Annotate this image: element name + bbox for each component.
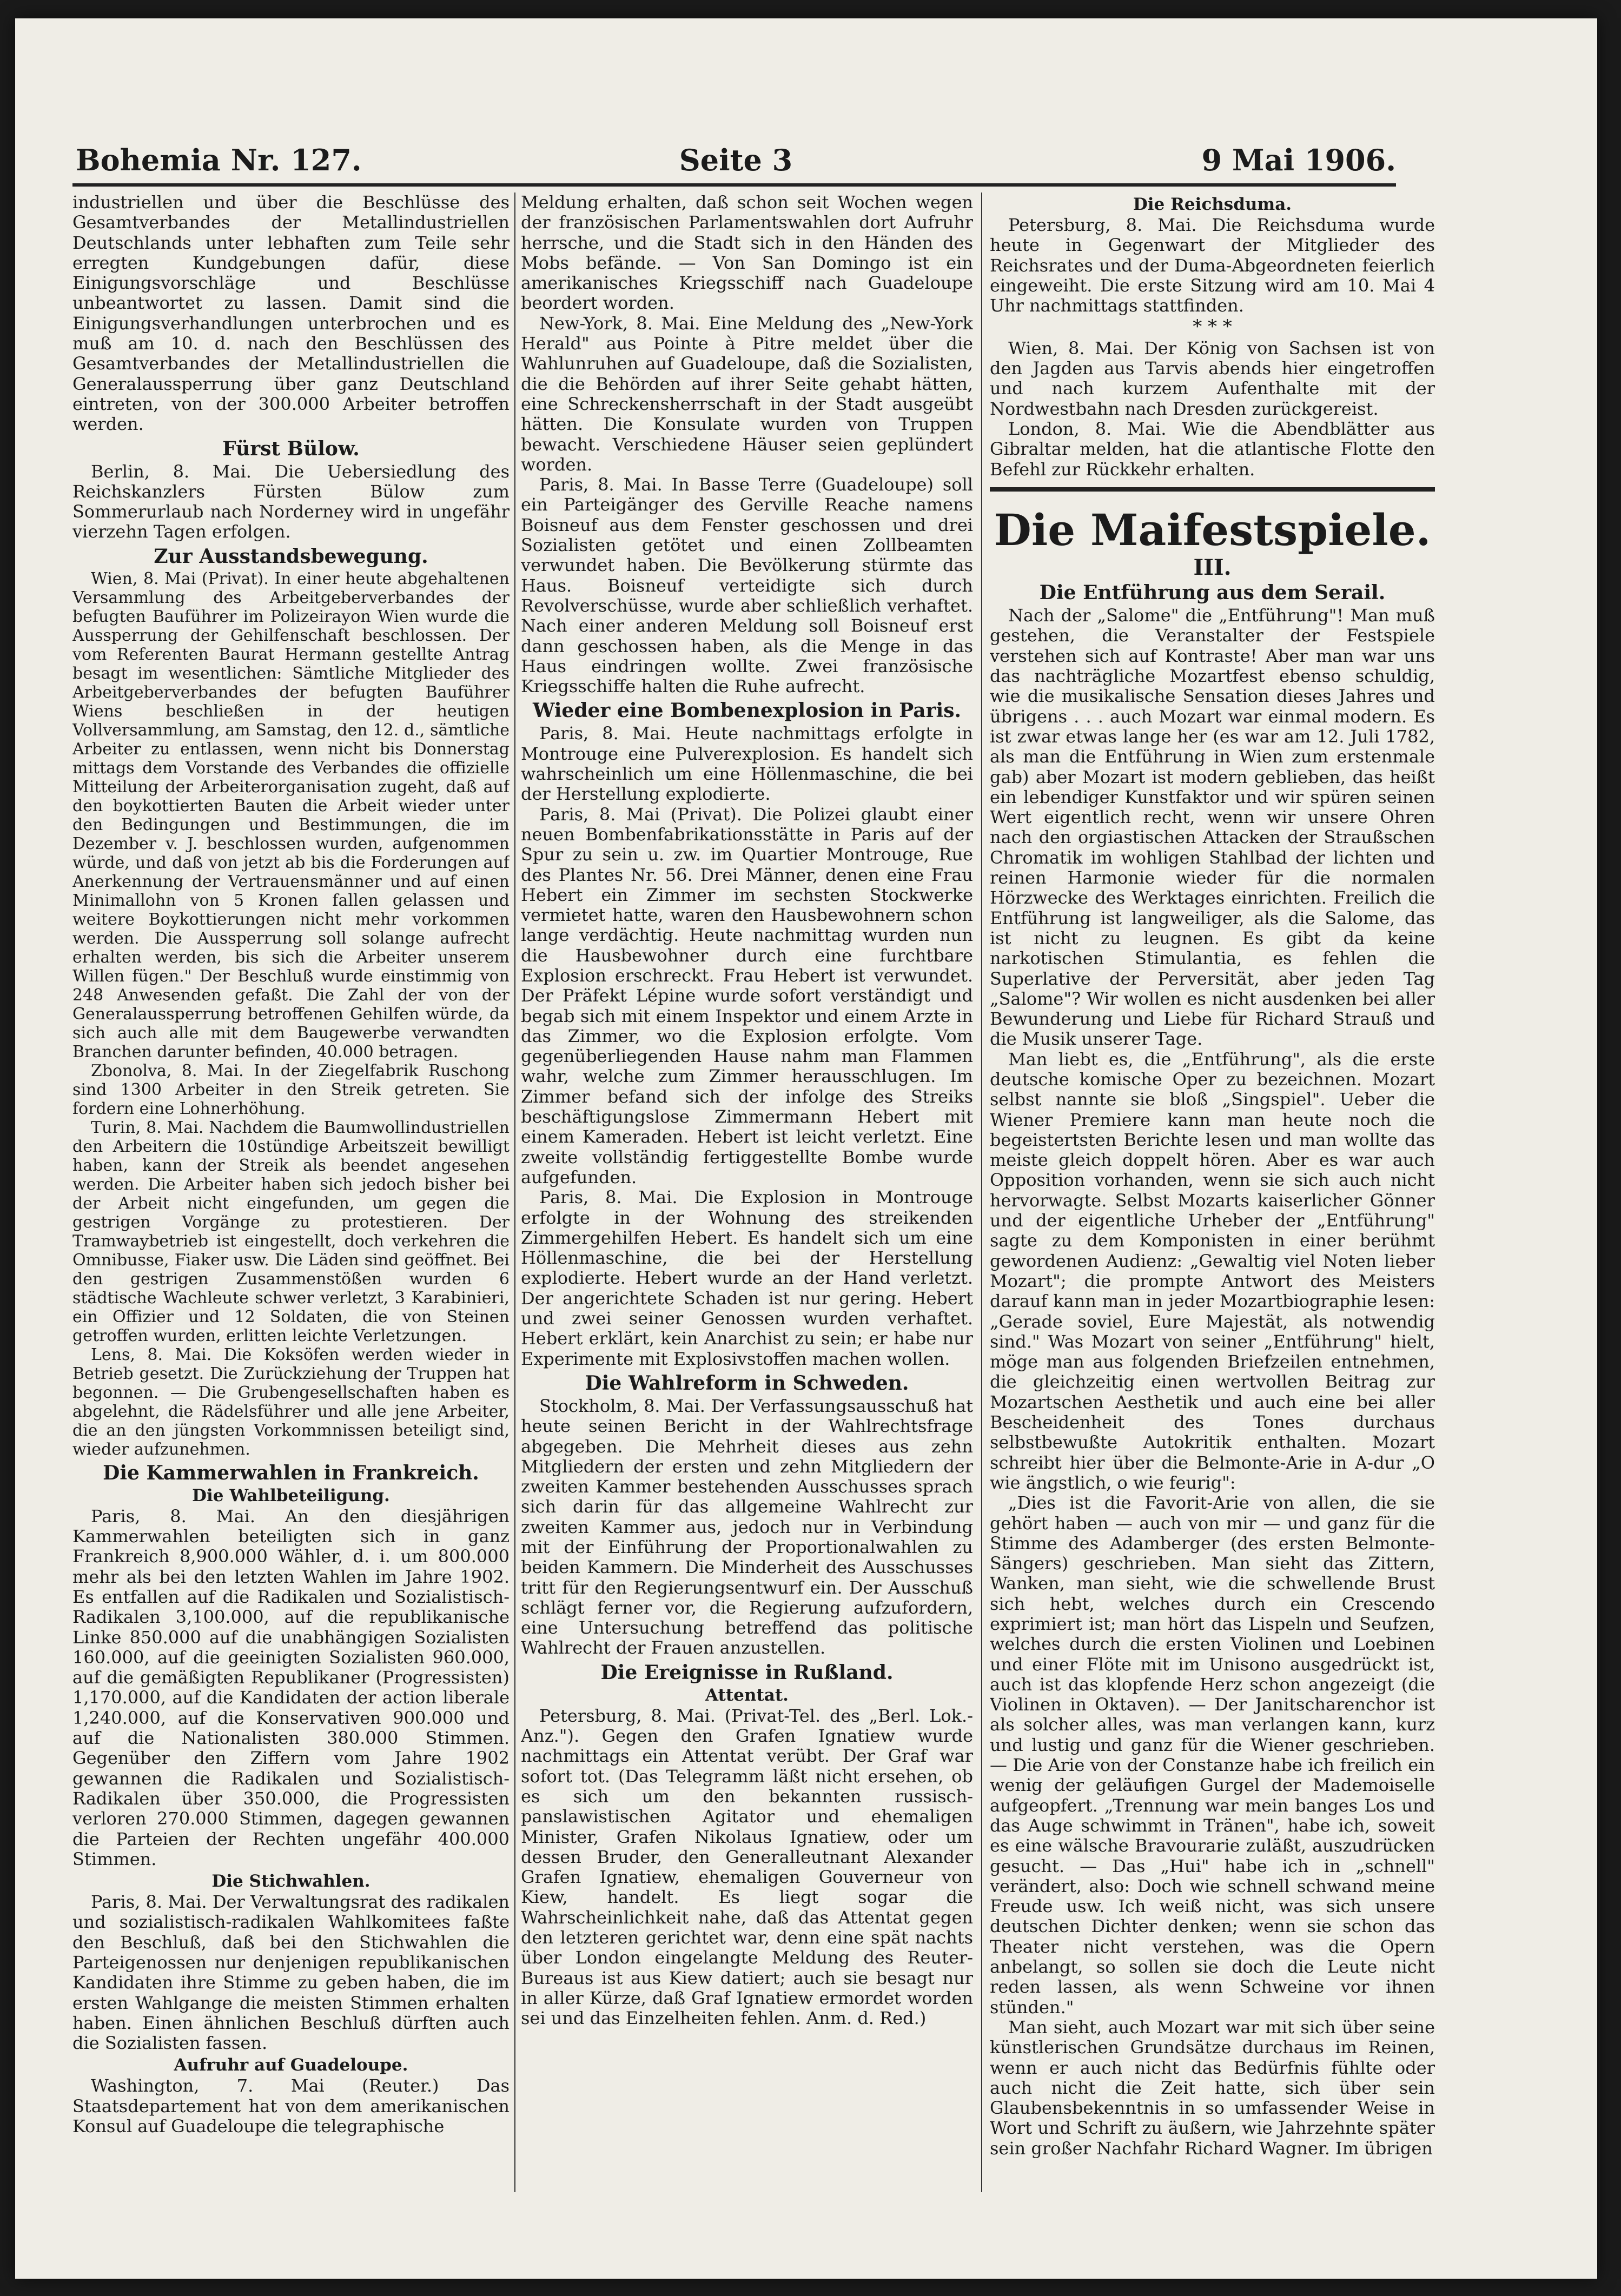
article-paragraph: Zbonolva, 8. Mai. In der Ziegelfabrik Ruschong sind 1300 Arbeiter in den Streik getreten. Sie fordern eine Lohnerhöhung.	[72, 1061, 510, 1118]
article-paragraph: Paris, 8. Mai. An den diesjährigen Kammerwahlen beteiligten sich in ganz Frankreich 8,900.000 Wähler, d. i. um 800.000 mehr als bei den letzten Wahlen im Jahre 1902. Es entfallen auf die Radikalen und Sozialistisch-Radikalen 3,100.000, auf die republikanische Linke 850.000 auf die unabhängigen Sozialisten 160.000, auf die geeinigten Sozialisten 960.000, auf die gemäßigten Republikaner (Progressisten) 1,170.000, auf die Kandidaten der action liberale 1,240.000, auf die Konservativen 900.000 und auf die Nationalisten 380.000 Stimmen. Gegenüber den Ziffern vom Jahre 1902 gewannen die Radikalen und Sozialistisch-Radikalen über 350.000, die Progressisten verloren 270.000 Stimmen, dagegen gewannen die Parteien der Rechten ungefähr 400.000 Stimmen.	[72, 1505, 510, 1869]
header-rule	[72, 183, 1396, 187]
article-paragraph: Paris, 8. Mai. Heute nachmittags erfolgte in Montrouge eine Pulverexplosion. Es handelt sich wahrscheinlich um eine Höllenmaschine, die bei der Herstellung explodierte.	[521, 723, 973, 805]
page-number: Seite 3	[679, 143, 793, 177]
article-paragraph: Turin, 8. Mai. Nachdem die Baumwollindustriellen den Arbeitern die 10stündige Arbeitszeit bewilligt haben, kann der Streik als beendet angesehen werden. Die Arbeiter haben sich jedoch bisher bei der Arbeit nicht eingefunden, um gegen die gestrigen Vorgänge zu protestieren. Der Tramwaybetrieb ist eingestellt, doch verkehren die Omnibusse, Fiaker usw. Die Läden sind geöffnet. Bei den gestrigen Zusammenstößen wurden 6 städtische Wachleute schwer verletzt, 3 Karabinieri, ein Offizier und 12 Soldaten, die von Steinen getroffen wurden, erlitten leichte Verletzungen.	[72, 1118, 510, 1345]
subsection-heading: Die Wahlbeteiligung.	[192, 1485, 390, 1505]
article-paragraph: Wien, 8. Mai. Der König von Sachsen ist von den Jagden aus Tarvis abends hier eingetroffen und nach kurzem Aufenthalte mit der Nordwestbahn nach Dresden zurückgereist.	[990, 337, 1435, 419]
part-number: III.	[1193, 554, 1232, 580]
section-heading: Die Ereignisse in Rußland.	[600, 1661, 894, 1684]
section-heading: Die Entführung aus dem Serail.	[1039, 581, 1386, 605]
section-heading: Wieder eine Bombenexplosion in Paris.	[532, 699, 962, 722]
column-2	[521, 193, 973, 2192]
section-heading: Die Kammerwahlen in Frankreich.	[103, 1461, 479, 1484]
column-divider	[981, 193, 982, 2192]
subsection-heading: Aufruhr auf Guadeloupe.	[174, 2055, 408, 2075]
article-paragraph: Meldung erhalten, daß schon seit Wochen wegen der französischen Parlamentswahlen dort Aufruhr herrsche, und die Stadt sich in den Händen des Mobs befände. — Von San Domingo ist ein amerikanisches Kriegsschiff nach Guadeloupe beordert worden.	[521, 193, 973, 314]
article-paragraph: New-York, 8. Mai. Eine Meldung des „New-York Herald" aus Pointe à Pitre meldet über die Wahlunruhen auf Guadeloupe, daß die Sozialisten, die die Behörden auf ihrer Seite gehabt hätten, eine Schreckensherrschaft in der Stadt ausgeübt hätten. Die Konsulate wurden von Truppen bewacht. Verschiedene Häuser seien geplündert worden.	[521, 313, 973, 475]
article-paragraph: Man liebt es, die „Entführung", als die erste deutsche komische Oper zu bezeichnen. Mozart selbst nannte sie bloß „Singspiel". Ueber die Wiener Premiere kann man heute noch die begeistertsten Berichte lesen und man wollte das meiste gleich doppelt hören. Aber es war auch Opposition vorhanden, wenn sie sich auch nicht hervorwagte. Selbst Mozarts kaiserlicher Gönner und der eigentliche Urheber der „Entführung" sagte zu dem Komponisten in einer berühmt gewordenen Audienz: „Gewaltig viel Noten lieber Mozart"; die prompte Antwort des Meisters darauf kann man in jeder Mozartbiographie lesen: „Gerade soviel, Eure Majestät, als notwendig sind." Was Mozart von seiner „Entführung" hielt, möge man aus folgenden Briefzeilen entnehmen, die gleichzeitig einen wertvollen Beitrag zur Mozartschen Aesthetik und auch eine bei aller Bescheidenheit des Tones durchaus selbstbewußte Autokritik enthalten. Mozart schreibt hier über die Belmonte-Arie in A-dur „O wie ängstlich, o wie feurig":	[990, 1049, 1435, 1493]
article-paragraph: Lens, 8. Mai. Die Koksöfen werden wieder in Betrieb gesetzt. Die Zurückziehung der Truppen hat begonnen. — Die Grubengesellschaften haben es abgelehnt, die Rädelsführer und alle jene Arbeiter, die an den jüngsten Vorkommnissen beteiligt sind, wieder aufzunehmen.	[72, 1345, 510, 1459]
subsection-heading: Attentat.	[705, 1685, 789, 1705]
page-header	[76, 143, 1396, 184]
article-paragraph: Paris, 8. Mai. Der Verwaltungsrat des radikalen und sozialistisch-radikalen Wahlkomitees faßte den Beschluß, daß bei den Stichwahlen die Parteigenossen nur denjenigen republikanischen Kandidaten ihre Stimme zu geben haben, die im ersten Wahlgange die meisten Stimmen erhalten haben. Einen ähnlichen Beschluß dürften auch die Sozialisten fassen.	[72, 1892, 510, 2054]
section-heading: Die Wahlreform in Schweden.	[585, 1371, 909, 1395]
issue-date: 9 Mai 1906.	[1201, 143, 1396, 177]
article-paragraph: Wien, 8. Mai (Privat). In einer heute abgehaltenen Versammlung des Arbeitgeberverbandes der befugten Bauführer im Polizeirayon Wien wurde die Aussperrung der Gehilfenschaft beschlossen. Der vom Referenten Baurat Hermann gestellte Antrag besagt im wesentlichen: Sämtliche Mitglieder des Arbeitgeberverbandes der befugten Bauführer Wiens beschließen in der heutigen Vollversammlung, am Samstag, den 12. d., sämtliche Arbeiter zu entlassen, wenn nicht bis Donnerstag mittags dem Vorstande des Verbandes die offizielle Mitteilung der Arbeiterorganisation zugeht, daß auf den boykottierten Bauten die Arbeit wieder unter den Bedingungen und Bestimmungen, die im Dezember v. J. beschlossen wurden, aufgenommen würde, und daß von jetzt ab bis die Forderungen auf Anerkennung der Vertrauensmänner und auf einen Minimallohn von 5 Kronen fallen gelassen und weitere Boykottierungen nicht mehr vorkommen werden. Die Aussperrung soll solange aufrecht erhalten werden, bis sich die Arbeiter unserem Willen fügen." Der Beschluß wurde einstimmig von 248 Anwesenden gefaßt. Die Zahl der von der Generalaussperrung betroffenen Gehilfen würde, da sich auch alle mit dem Baugewerbe verwandten Branchen darunter befinden, 40.000 betragen.	[72, 569, 510, 1061]
paper-title: Bohemia Nr. 127.	[76, 143, 362, 177]
feuilleton-rule	[990, 487, 1435, 492]
article-paragraph: Paris, 8. Mai (Privat). Die Polizei glaubt einer neuen Bombenfabrikationsstätte in Paris auf der Spur zu sein u. zw. im Quartier Montrouge, Rue des Plantes Nr. 56. Drei Männer, denen eine Frau Hebert ein Zimmer im sechsten Stockwerke vermietet hatte, waren den Hausbewohnern schon lange verdächtig. Heute nachmittag wurden nun die Hausbewohner durch eine furchtbare Explosion erschreckt. Frau Hebert ist verwundet. Der Präfekt Lépine wurde sofort verständigt und begab sich mit einem Inspektor und einem Arzte in das Zimmer, wo die Explosion erfolgte. Vom gegenüberliegenden Hause nahm man Flammen wahr, welche zum Zimmer herausschlugen. Im Zimmer befand sich der infolge des Streiks beschäftigungslose Zimmermann Hebert mit einem Kameraden. Hebert ist leicht verletzt. Eine zweite vollständig fertiggestellte Bombe wurde aufgefunden.	[521, 804, 973, 1187]
article-paragraph: industriellen und über die Beschlüsse des Gesamtverbandes der Metallindustriellen Deutschlands unter lebhaften zum Teile sehr erregten Kundgebungen dafür, diese Einigungsvorschläge und Beschlüsse unbeantwortet zu lassen. Damit sind die Einigungsverhandlungen unterbrochen und es muß am 10. d. nach den Beschlüssen des Gesamtverbandes der Metallindustriellen die Generalaussperrung über ganz Deutschland eintreten, von der 300.000 Arbeiter betroffen werden.	[72, 193, 510, 435]
article-paragraph: Petersburg, 8. Mai. (Privat-Tel. des „Berl. Lok.-Anz."). Gegen den Grafen Ignatiew wurde nachmittags ein Attentat verübt. Der Graf war sofort tot. (Das Telegramm läßt nicht ersehen, ob es sich um den bekannten russisch-panslawistischen Agitator und ehemaligen Minister, Grafen Nikolaus Ignatiew, oder um dessen Bruder, den Generalleutnant Alexander Grafen Ignatiew, ehemaligen Gouverneur von Kiew, handelt. Es liegt sogar die Wahrscheinlichkeit nahe, daß das Attentat gegen den letzteren gerichtet war, denn eine spät nachts über London eingelangte Meldung des Reuter-Bureaus ist aus Kiew datiert; auch sie besagt nur in aller Kürze, daß Graf Ignatiew ermordet worden sei und das Einzelheiten fehlen. Anm. d. Red.)	[521, 1705, 973, 2029]
column-3	[990, 193, 1435, 2192]
article-paragraph: Berlin, 8. Mai. Die Uebersiedlung des Reichskanzlers Fürsten Bülow zum Sommerurlaub nach Norderney wird in ungefähr vierzehn Tagen erfolgen.	[72, 461, 510, 542]
article-paragraph: Man sieht, auch Mozart war mit sich über seine künstlerischen Grundsätze durchaus im Reinen, wenn er auch nicht das Bedürfnis fühlte oder auch nicht die Zeit hatte, sich über sein Glaubensbekenntnis in so umfassender Weise in Wort und Schrift zu äußern, wie Jahrzehnte später sein großer Nachfahr Richard Wagner. Im übrigen	[990, 2016, 1435, 2159]
column-1	[72, 193, 510, 2192]
subsection-heading: Die Reichsduma.	[1133, 195, 1292, 214]
separator-stars: * * *	[1193, 316, 1232, 338]
article-paragraph: London, 8. Mai. Wie die Abendblätter aus Gibraltar melden, hat die atlantische Flotte den Befehl zur Rückkehr erhalten.	[990, 418, 1435, 480]
section-heading: Fürst Bülow.	[222, 437, 360, 460]
article-paragraph: Paris, 8. Mai. In Basse Terre (Guadeloupe) soll ein Parteigänger des Gerville Reache namens Boisneuf aus dem Fenster geschossen und drei Sozialisten getötet und einen Zollbeamten verwundet haben. Die Bevölkerung stürmte das Haus. Boisneuf verteidigte sich durch Revolverschüsse, wurde aber schließlich verhaftet. Nach einer anderen Meldung soll Boisneuf erst dann geschossen haben, als die Menge in das Haus eindringen wollte. Zwei französische Kriegsschiffe halten die Ruhe aufrecht.	[521, 474, 973, 697]
article-paragraph: Washington, 7. Mai (Reuter.) Das Staatsdepartement hat von dem amerikanischen Konsul auf Guadeloupe die telegraphische	[72, 2075, 510, 2137]
article-paragraph: Nach der „Salome" die „Entführung"! Man muß gestehen, die Veranstalter der Festspiele verstehen sich auf Kontraste! Aber man war uns das nachträgliche Mozartfest ebenso schuldig, wie die musikalische Sensation dieses Jahres und übrigens . . . auch Mozart war einmal modern. Es ist zwar etwas lange her (es war am 12. Juli 1782, als man die Entführung in Wien zum erstenmale gab) aber Mozart ist modern geblieben, das heißt ein lebendiger Kunstfaktor und wir spüren seinen Wert eigentlich recht, wenn wir unsere Ohren nach den orgiastischen Attacken der Straußschen Chromatik im wohligen Stahlbad der lichten und reinen Harmonie wieder für die normalen Hörzwecke des Werktages einrichten. Freilich die Entführung ist langweiliger, als die Salome, das ist nicht zu leugnen. Es gibt da keine narkotischen Stimulantia, es fehlen die Superlative der Perversität, aber jeden Tag „Salome"? Wir wollen es nicht ausdenken bei aller Bewunderung und Liebe für Richard Strauß und die Musik unserer Tage.	[990, 605, 1435, 1050]
article-paragraph: Petersburg, 8. Mai. Die Reichsduma wurde heute in Gegenwart der Mitglieder des Reichsrates und der Duma-Abgeordneten feierlich eingeweiht. Die erste Sitzung wird am 10. Mai 4 Uhr nachmittags stattfinden.	[990, 215, 1435, 316]
article-paragraph: Stockholm, 8. Mai. Der Verfassungsausschuß hat heute seinen Bericht in der Wahlrechtsfrage abgegeben. Die Mehrheit dieses aus zehn Mitgliedern der ersten und zehn Mitgliedern der zweiten Kammer bestehenden Ausschusses sprach sich darin für das allgemeine Wahlrecht zur zweiten Kammer aus, jedoch nur in Verbindung mit der Einführung der Proportionalwahlen zu beiden Kammern. Die Minderheit des Ausschusses tritt für den Regierungsentwurf ein. Der Ausschuß schlägt ferner vor, die Regierung aufzufordern, eine Untersuchung betreffend das politische Wahlrecht der Frauen anzustellen.	[521, 1395, 973, 1658]
feuilleton-title: Die Maifestspiele.	[994, 504, 1431, 555]
newspaper-page	[15, 18, 1597, 2279]
article-paragraph: Paris, 8. Mai. Die Explosion in Montrouge erfolgte in der Wohnung des streikenden Zimmergehilfen Hebert. Es handelt sich um eine Höllenmaschine, die bei der Herstellung explodierte. Hebert wurde an der Hand verletzt. Der angerichtete Schaden ist nur gering. Hebert und zwei seiner Genossen wurden verhaftet. Hebert erklärt, kein Anarchist zu sein; er habe nur Experimente mit Explosivstoffen machen wollen.	[521, 1187, 973, 1369]
article-paragraph: „Dies ist die Favorit-Arie von allen, die sie gehört haben — auch von mir — und ganz für die Stimme des Adamberger (des ersten Belmonte-Sängers) geschrieben. Man sieht das Zittern, Wanken, man sieht, wie die schwellende Brust sich hebt, welches durch ein Crescendo exprimiert ist; man hört das Lispeln und Seufzen, welches durch die ersten Violinen und Loebinen und einer Flöte mit im Unisono ausgedrückt ist, auch ist das klopfende Herz schon angezeigt (die Violinen in Oktaven). — Der Janitscharenchor ist als solcher alles, was man verlangen kann, kurz und lustig und ganz für die Wiener geschrieben. — Die Arie von der Constanze habe ich freilich ein wenig der geläufigen Gurgel der Mademoiselle aufgeopfert. „Trennung war mein banges Los und das Auge schwimmt in Tränen", habe ich, soweit es eine wälsche Bravourarie zuläßt, auszudrücken gesucht. — Das „Hui" habe ich in „schnell" verändert, also: Doch wie schnell schwand meine Freude usw. Ich weiß nicht, was sich unsere deutschen Dichter denken; wenn sie schon das Theater nicht verstehen, was die Opern anbelangt, so sollen sie doch die Leute nicht reden lassen, als wenn Schweine vor ihnen stünden."	[990, 1492, 1435, 2018]
subsection-heading: Die Stichwahlen.	[211, 1872, 370, 1892]
section-heading: Zur Ausstandsbewegung.	[154, 545, 428, 568]
column-divider	[514, 193, 515, 2192]
